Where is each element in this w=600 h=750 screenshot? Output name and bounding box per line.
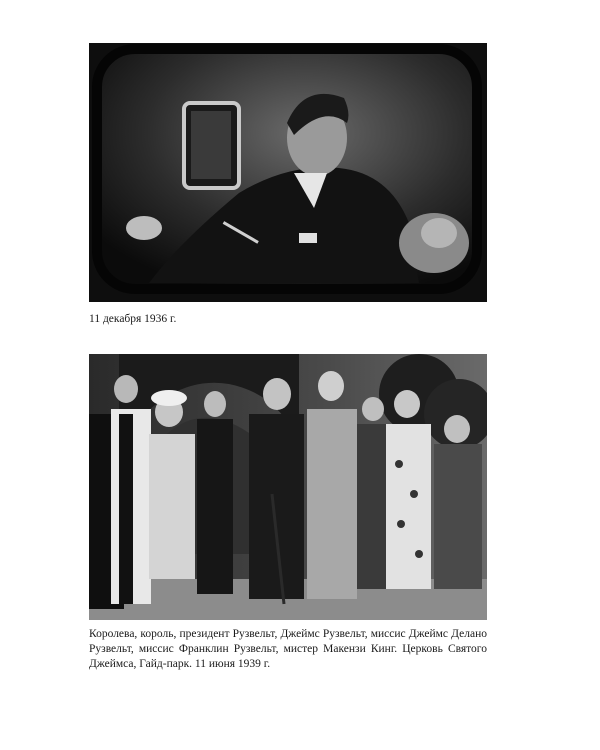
photo-group-hyde-park [89, 354, 487, 620]
photo-group-hyde-park-image [89, 354, 487, 620]
photo1-caption: 11 декабря 1936 г. [89, 313, 177, 325]
photo-king-in-car-image [89, 43, 487, 302]
photo2-caption: Королева, король, президент Рузвельт, Джеймс Рузвельт, миссис Джеймс Делано Рузвельт, миссис Франклин Рузвельт, мистер Макензи Кинг. Церковь Святого Джеймса, Гайд-парк. 11 июня 1939 г. [89, 628, 487, 670]
photo-king-in-car [89, 43, 487, 302]
